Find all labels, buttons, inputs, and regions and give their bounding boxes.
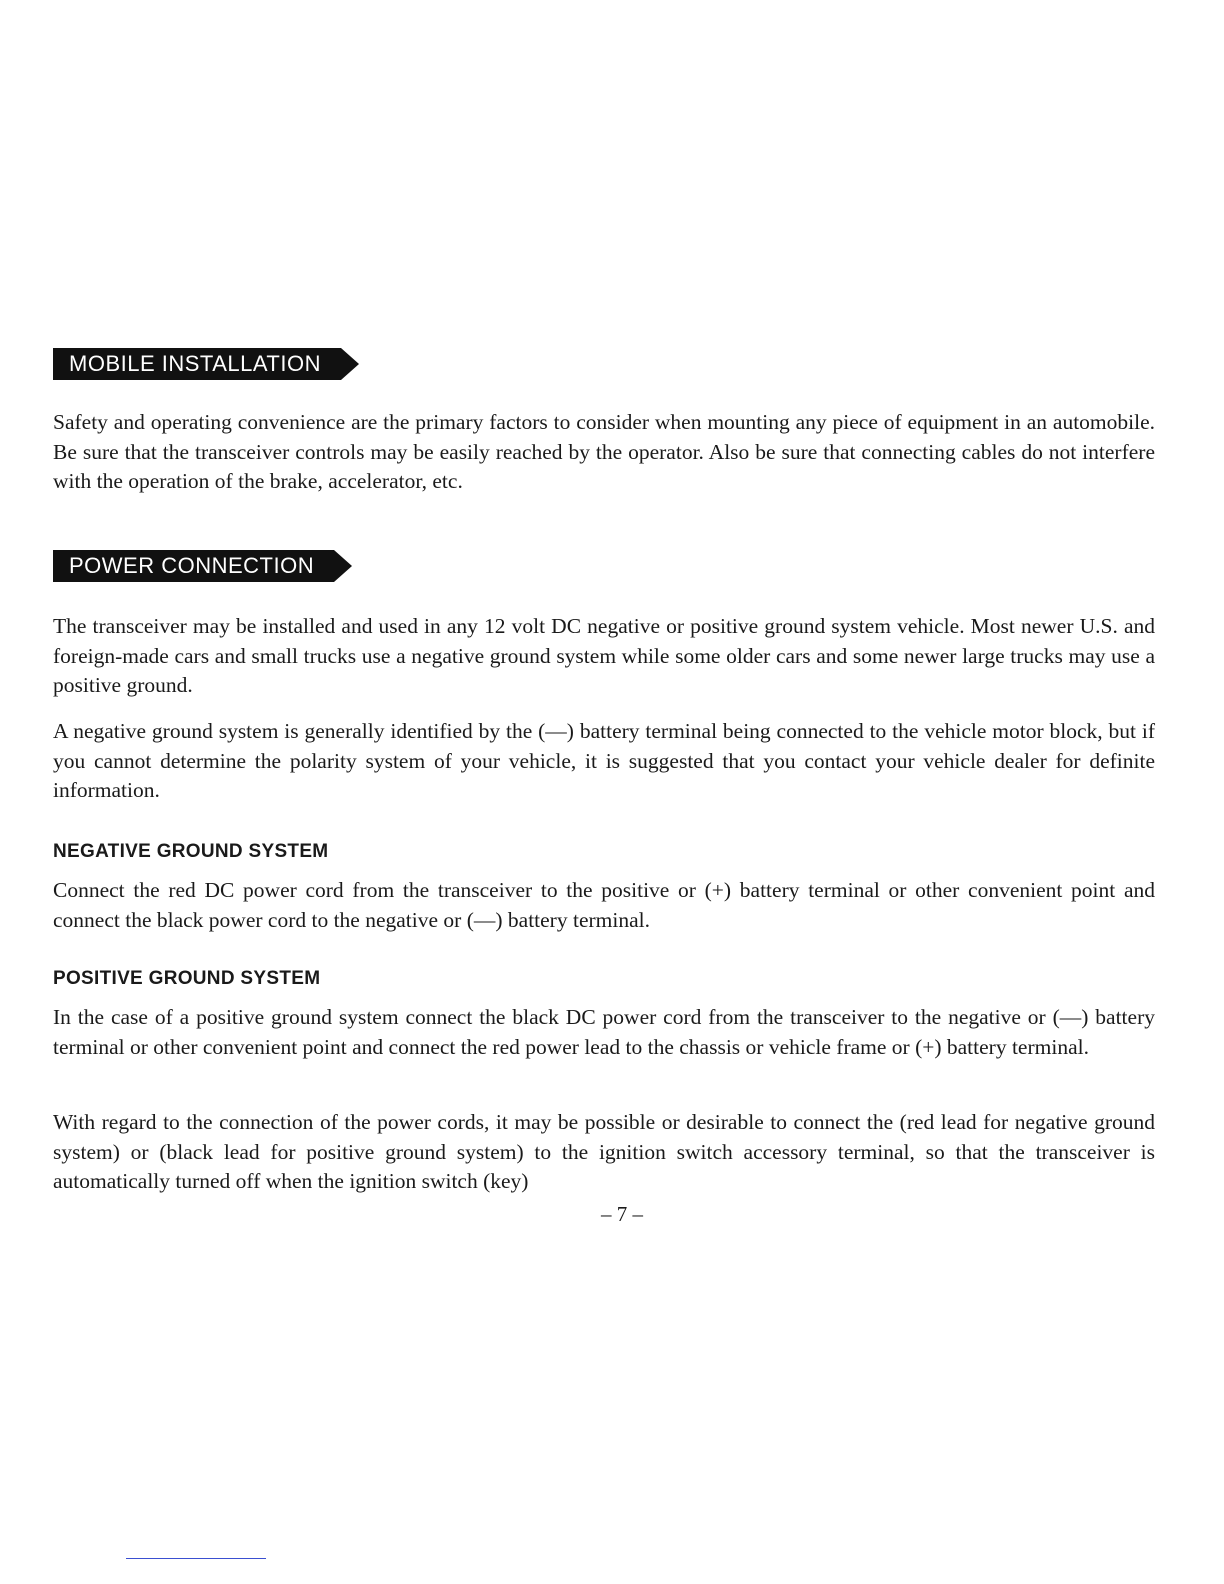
footnote-rule xyxy=(126,1558,266,1559)
power-connection-paragraph: A negative ground system is generally identified by the (—) battery terminal being connected to the vehicle motor block, but if you cannot determine the polarity system of your vehicle, it is suggested that you contact your vehicle dealer for definite information. xyxy=(53,719,1155,802)
positive-ground-heading: POSITIVE GROUND SYSTEM xyxy=(53,968,321,989)
page-number: – 7 – xyxy=(601,1202,643,1226)
mobile-installation-banner xyxy=(53,348,359,380)
banner-arrow-icon xyxy=(341,348,359,380)
negative-ground-heading: NEGATIVE GROUND SYSTEM xyxy=(53,841,329,862)
banner-arrow-icon xyxy=(334,550,352,582)
power-connection-paragraph: The transceiver may be installed and used in any 12 volt DC negative or positive ground system vehicle. Most newer U.S. and foreign-made cars and small trucks use a negative ground system while some older cars and some newer large trucks may use a positive ground. xyxy=(53,614,1155,697)
positive-ground-paragraph: With regard to the connection of the power cords, it may be possible or desirable to connect the (red lead for negative ground system) or (black lead for positive ground system) to the ignition switch accessory terminal, so that the transceiver is automatically turned off when the ignition switch (key) xyxy=(53,1110,1155,1193)
positive-ground-paragraph: In the case of a positive ground system connect the black DC power cord from the transceiver to the negative or (—) battery terminal or other convenient point and connect the red power lead to the chassis or vehicle frame or (+) battery terminal. xyxy=(53,1005,1155,1059)
mobile-installation-title: MOBILE INSTALLATION xyxy=(53,348,341,380)
power-connection-banner xyxy=(53,550,352,582)
negative-ground-paragraph: Connect the red DC power cord from the transceiver to the positive or (+) battery terminal or other convenient point and connect the black power cord to the negative or (—) battery terminal. xyxy=(53,878,1155,932)
power-connection-title: POWER CONNECTION xyxy=(53,550,334,582)
mobile-installation-paragraph: Safety and operating convenience are the primary factors to consider when mounting any piece of equipment in an automobile. Be sure that the transceiver controls may be easily reached by the operator. Also be sure that connecting cables do not interfere with the operation of the brake, accelerator, etc. xyxy=(53,410,1155,493)
